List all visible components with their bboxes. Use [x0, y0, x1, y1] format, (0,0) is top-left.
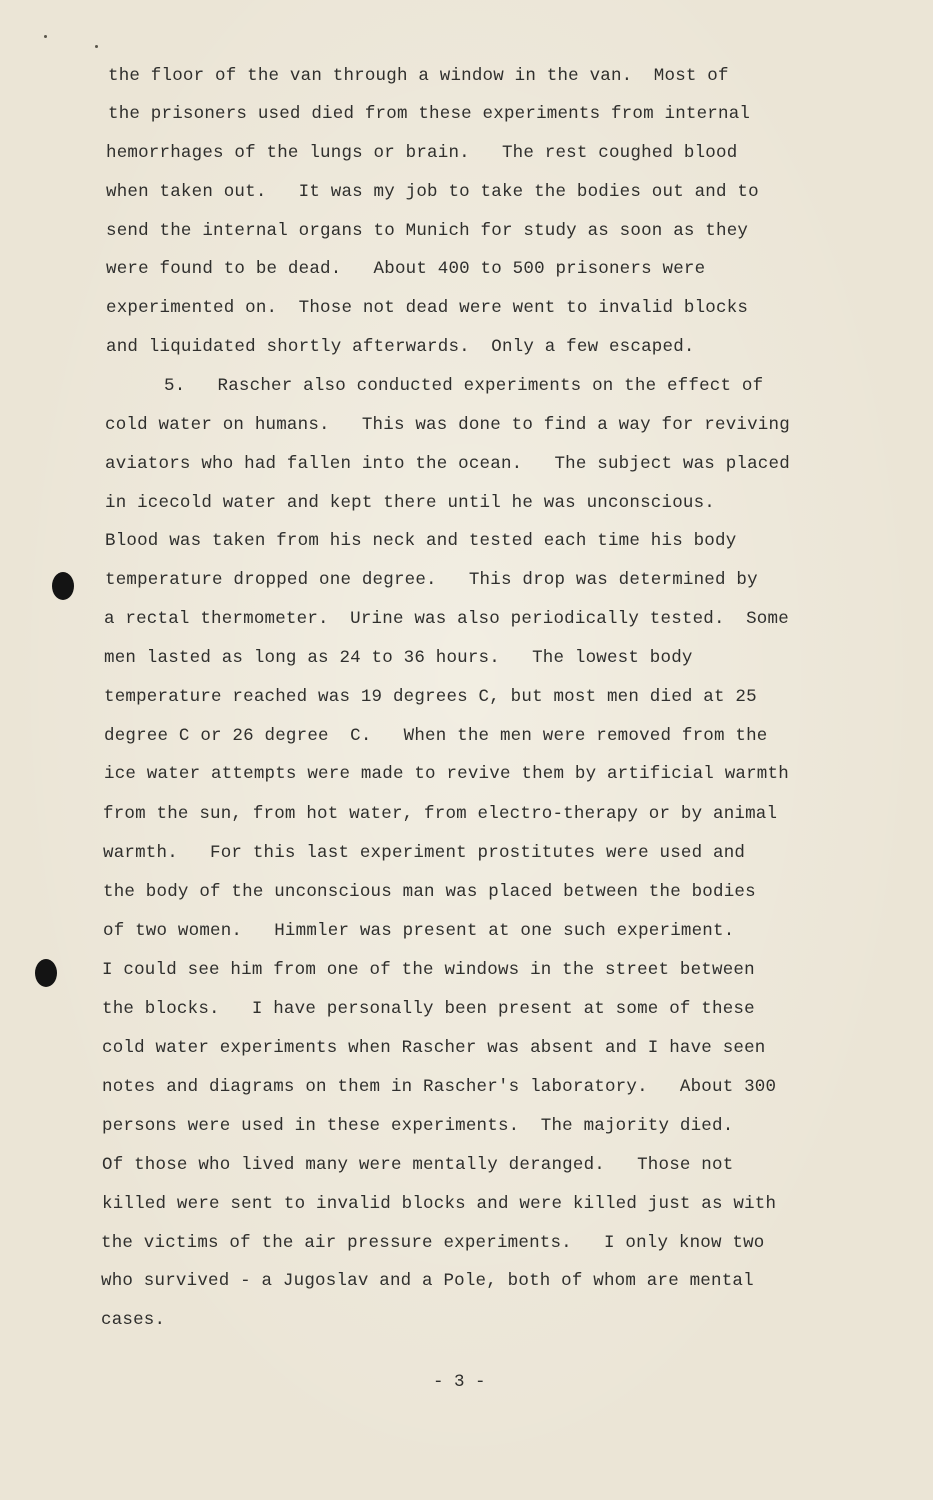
paper-speck	[44, 35, 47, 38]
text-line: killed were sent to invalid blocks and were killed just as with	[102, 1194, 777, 1214]
text-line: of two women. Himmler was present at one such experiment.	[103, 921, 735, 941]
text-line: and liquidated shortly afterwards. Only a few escaped.	[106, 337, 695, 357]
text-line: notes and diagrams on them in Rascher's laboratory. About 300	[102, 1077, 777, 1097]
text-line: when taken out. It was my job to take the bodies out and to	[106, 182, 759, 202]
paper-speck	[95, 45, 98, 48]
text-line: degree C or 26 degree C. When the men were removed from the	[104, 726, 768, 746]
text-line: hemorrhages of the lungs or brain. The rest coughed blood	[106, 143, 738, 163]
text-line: the floor of the van through a window in the van. Most of	[108, 66, 729, 86]
text-line: experimented on. Those not dead were went to invalid blocks	[106, 298, 749, 318]
text-line: the body of the unconscious man was placed between the bodies	[103, 882, 756, 902]
text-line: a rectal thermometer. Urine was also periodically tested. Some	[104, 609, 789, 629]
text-line: persons were used in these experiments. The majority died.	[102, 1116, 734, 1136]
page-number: - 3 -	[433, 1372, 486, 1392]
text-line: I could see him from one of the windows in the street between	[102, 960, 755, 980]
text-line: send the internal organs to Munich for study as soon as they	[106, 221, 749, 241]
punch-hole-icon	[35, 959, 57, 987]
text-line: Of those who lived many were mentally deranged. Those not	[102, 1155, 734, 1175]
text-line: men lasted as long as 24 to 36 hours. The lowest body	[104, 648, 693, 668]
text-line: in icecold water and kept there until he was unconscious.	[105, 493, 715, 513]
text-line: Blood was taken from his neck and tested each time his body	[105, 531, 737, 551]
text-line: cold water experiments when Rascher was absent and I have seen	[102, 1038, 766, 1058]
text-line: who survived - a Jugoslav and a Pole, both of whom are mental	[101, 1271, 754, 1291]
paragraph-start-line: 5. Rascher also conducted experiments on the effect of	[164, 376, 764, 396]
text-line: temperature dropped one degree. This drop was determined by	[105, 570, 758, 590]
text-line: from the sun, from hot water, from electro-therapy or by animal	[103, 804, 778, 824]
text-line: cases.	[101, 1310, 166, 1330]
text-line: temperature reached was 19 degrees C, but most men died at 25	[104, 687, 757, 707]
punch-hole-icon	[52, 572, 74, 600]
text-line: the victims of the air pressure experiments. I only know two	[101, 1233, 765, 1253]
text-line: warmth. For this last experiment prostitutes were used and	[103, 843, 746, 863]
text-line: the blocks. I have personally been present at some of these	[102, 999, 755, 1019]
text-line: the prisoners used died from these experiments from internal	[108, 104, 751, 124]
text-line: cold water on humans. This was done to find a way for reviving	[105, 415, 790, 435]
text-line: ice water attempts were made to revive them by artificial warmth	[104, 764, 789, 784]
text-line: were found to be dead. About 400 to 500 prisoners were	[106, 259, 706, 279]
text-line: aviators who had fallen into the ocean. The subject was placed	[105, 454, 790, 474]
